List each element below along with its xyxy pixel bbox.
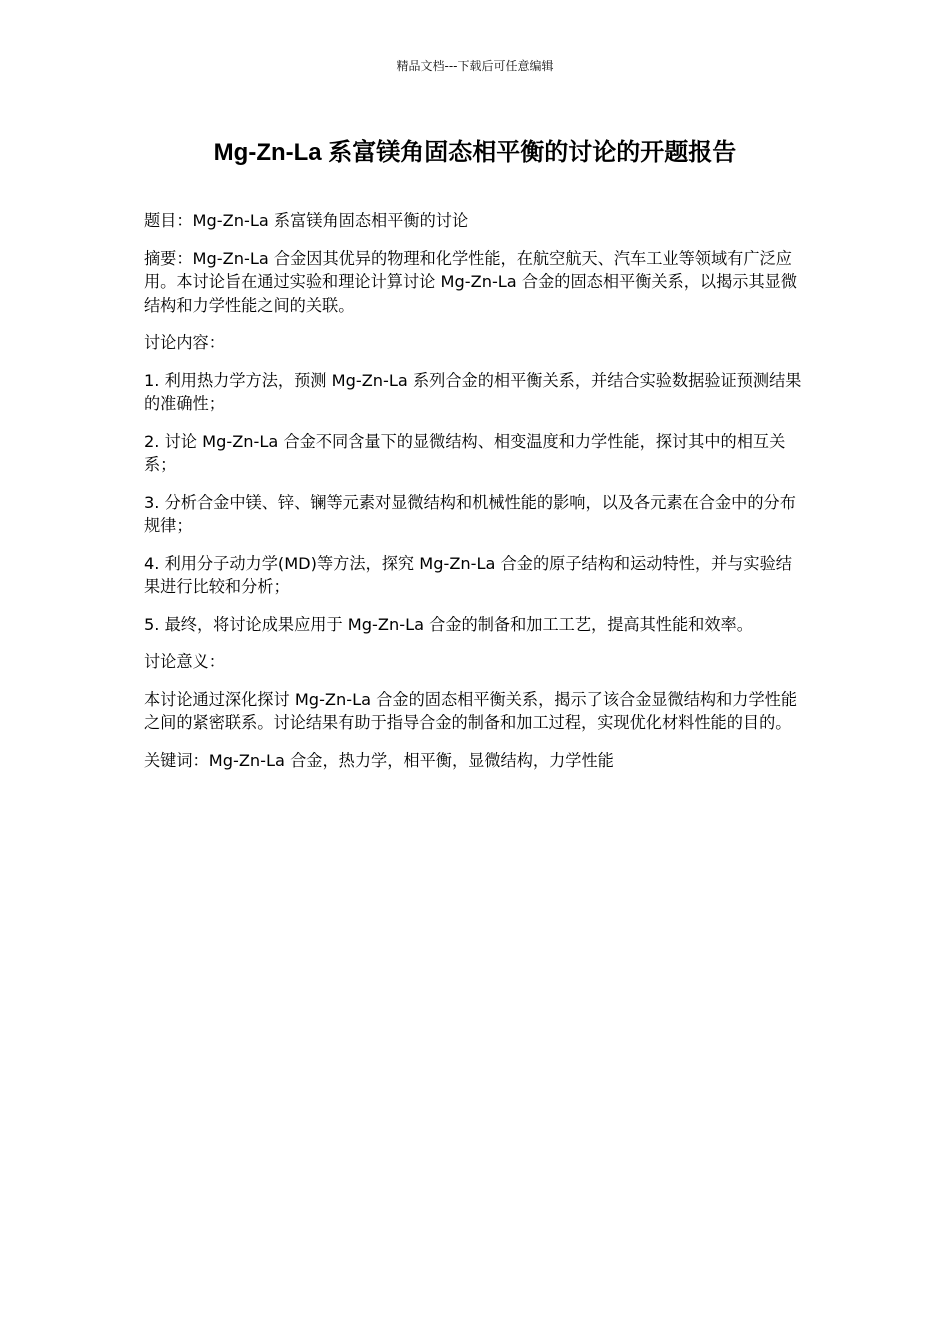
- keywords-paragraph: 关键词：Mg-Zn-La 合金，热力学，相平衡，显微结构，力学性能: [144, 750, 614, 770]
- topic-paragraph: 题目：Mg-Zn-La 系富镁角固态相平衡的讨论: [144, 211, 469, 230]
- document-title: Mg-Zn-La 系富镁角固态相平衡的讨论的开题报告: [213, 139, 737, 166]
- content-heading: 讨论内容：: [144, 333, 225, 352]
- document-body: [144, 209, 806, 786]
- significance-paragraph: 本讨论通过深化探讨 Mg-Zn-La 合金的固态相平衡关系，揭示了该合金显微结构和力学性能之间的紧密联系。讨论结果有助于指导合金的制备和加工过程，实现优化材料性能的目的。: [144, 689, 798, 732]
- content-item-5: 5. 最终，将讨论成果应用于 Mg-Zn-La 合金的制备和加工工艺，提高其性能和效率。: [144, 614, 753, 634]
- content-item-1: 1. 利用热力学方法，预测 Mg-Zn-La 系列合金的相平衡关系，并结合实验数据验证预测结果的准确性；: [144, 370, 802, 413]
- content-item-4: 4. 利用分子动力学(MD)等方法，探究 Mg-Zn-La 合金的原子结构和运动特性，并与实验结果进行比较和分析；: [144, 553, 792, 596]
- content-item-2: 2. 讨论 Mg-Zn-La 合金不同含量下的显微结构、相变温度和力学性能，探讨其中的相互关系；: [144, 431, 786, 474]
- abstract-paragraph: 摘要：Mg-Zn-La 合金因其优异的物理和化学性能，在航空航天、汽车工业等领域有广泛应用。本讨论旨在通过实验和理论计算讨论 Mg-Zn-La 合金的固态相平衡关系，以揭示其显微结构和力学性能之间的关联。: [144, 248, 798, 315]
- significance-heading: 讨论意义：: [144, 652, 225, 671]
- header-note: 精品文档---下载后可任意编辑: [396, 59, 554, 73]
- content-item-3: 3. 分析合金中镁、锌、镧等元素对显微结构和机械性能的影响，以及各元素在合金中的分布规律；: [144, 492, 796, 535]
